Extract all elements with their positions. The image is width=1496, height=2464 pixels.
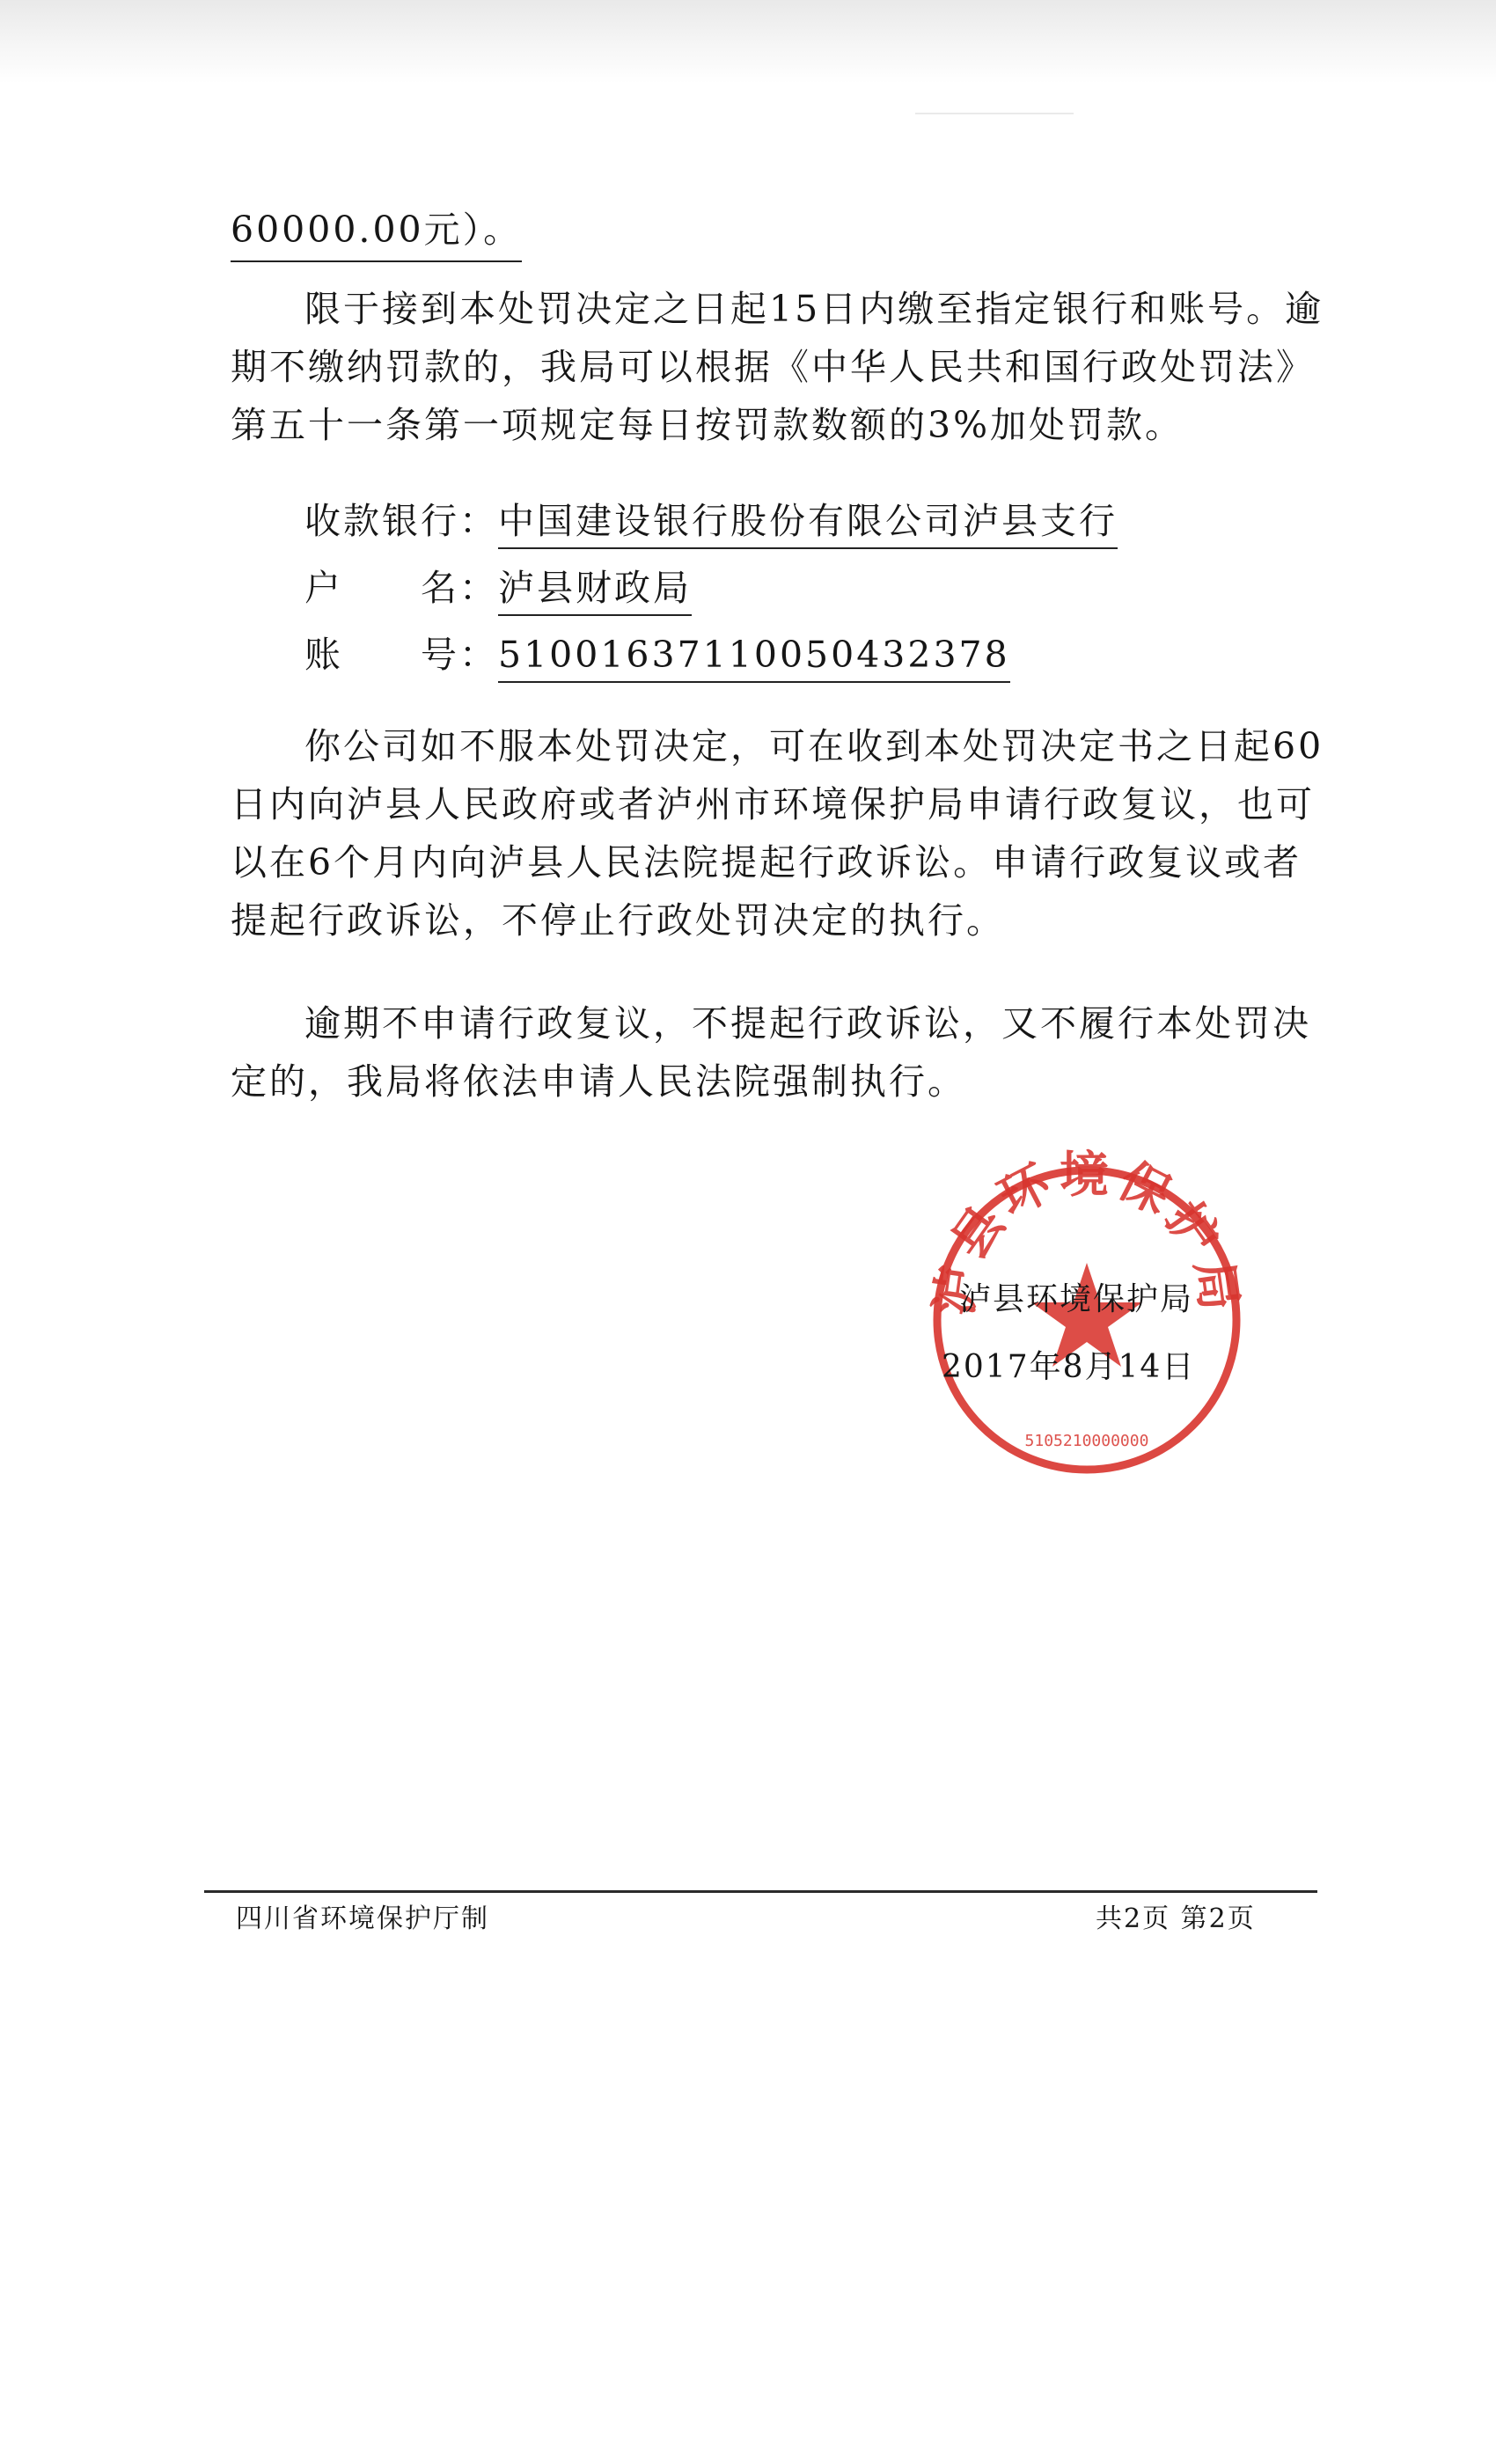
enforcement-line-2: 定的，我局将依法申请人民法院强制执行。 [231,1060,966,1103]
scan-edge-shadow [0,0,1496,84]
appeal-line-2: 日内向泸县人民政府或者泸州市环境保护局申请行政复议，也可 [231,783,1315,825]
footer-issuer: 四川省环境保护厅制 [236,1903,489,1934]
enforcement-line-1: 逾期不申请行政复议，不提起行政诉讼，又不履行本处罚决 [304,1002,1311,1045]
enforcement-paragraph [231,994,1311,1111]
payment-paragraph [231,280,1324,454]
appeal-line-3: 以在6个月内向泸县人民法院提起行政诉讼。申请行政复议或者 [231,841,1302,884]
footer-divider [204,1890,1317,1893]
bank-label: 收款银行： [304,500,498,542]
amount-tail [231,201,522,262]
seal-text: 泸县环境保护局 [925,1148,1249,1319]
account-name-value: 泸县财政局 [498,561,692,616]
payment-line-2: 期不缴纳罚款的，我局可以根据《中华人民共和国行政处罚法》 [231,346,1315,388]
account-number-label: 账 号： [304,634,498,676]
signing-date: 2017年8月14日 [942,1349,1196,1385]
official-seal-stamp [915,1148,1258,1492]
signing-agency: 泸县环境保护局 [959,1281,1194,1317]
payment-line-1: 限于接到本处罚决定之日起15日内缴至指定银行和账号。逾 [304,288,1324,330]
payment-line-3: 第五十一条第一项规定每日按罚款数额的3%加处罚款。 [231,404,1184,446]
appeal-paragraph [231,717,1324,950]
bleed-through-line [915,113,1074,114]
account-name-label: 户 名： [304,567,498,609]
footer-page-count: 共2页 第2页 [1096,1903,1256,1934]
bank-row [304,495,1118,549]
seal-code: 5105210000000 [1024,1432,1149,1450]
appeal-line-4: 提起行政诉讼，不停止行政处罚决定的执行。 [231,899,1005,942]
appeal-line-1: 你公司如不服本处罚决定，可在收到本处罚决定书之日起60 [304,725,1324,767]
account-number-value: 51001637110050432378 [498,628,1010,683]
account-name-row [304,561,692,616]
bank-value: 中国建设银行股份有限公司泸县支行 [498,495,1118,549]
amount-tail-text: 60000.00元）。 [231,201,522,262]
account-number-row [304,628,1010,683]
